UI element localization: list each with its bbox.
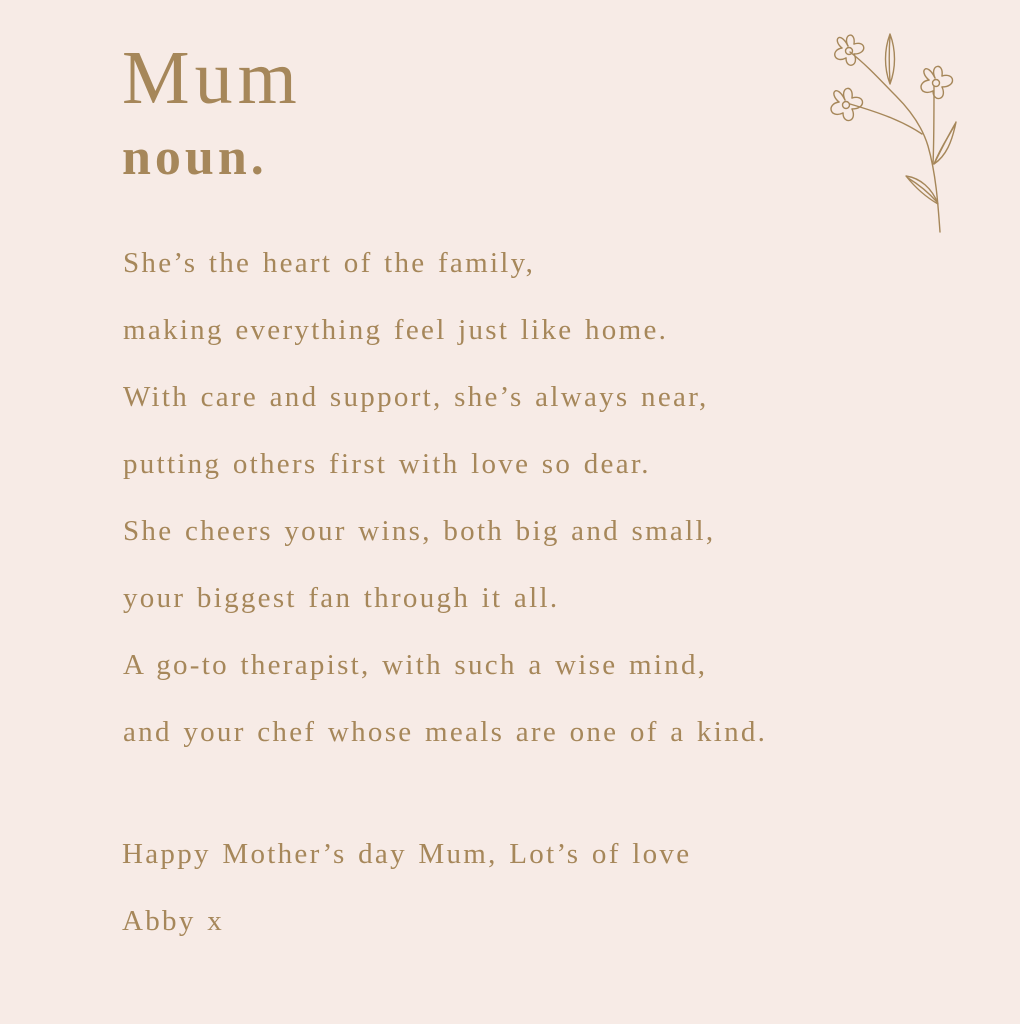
signoff-name: Abby x — [122, 905, 224, 937]
part-of-speech: noun. — [122, 129, 268, 186]
poem-line: A go-to therapist, with such a wise mind, — [123, 649, 708, 681]
signoff-message: Happy Mother’s day Mum, Lot’s of love — [122, 838, 692, 870]
poem-line: She’s the heart of the family, — [123, 247, 536, 279]
floral-sprig-icon — [810, 24, 970, 244]
poem-line: making everything feel just like home. — [123, 314, 669, 346]
poem-line: With care and support, she’s always near, — [123, 381, 709, 413]
page-title: Mum — [122, 36, 302, 120]
poem-line: She cheers your wins, both big and small, — [123, 515, 716, 547]
poem-line: your biggest fan through it all. — [123, 582, 560, 614]
poem-line: and your chef whose meals are one of a kind. — [123, 716, 768, 748]
poem-line: putting others first with love so dear. — [123, 448, 651, 480]
poem — [123, 243, 767, 779]
signoff — [122, 834, 691, 968]
